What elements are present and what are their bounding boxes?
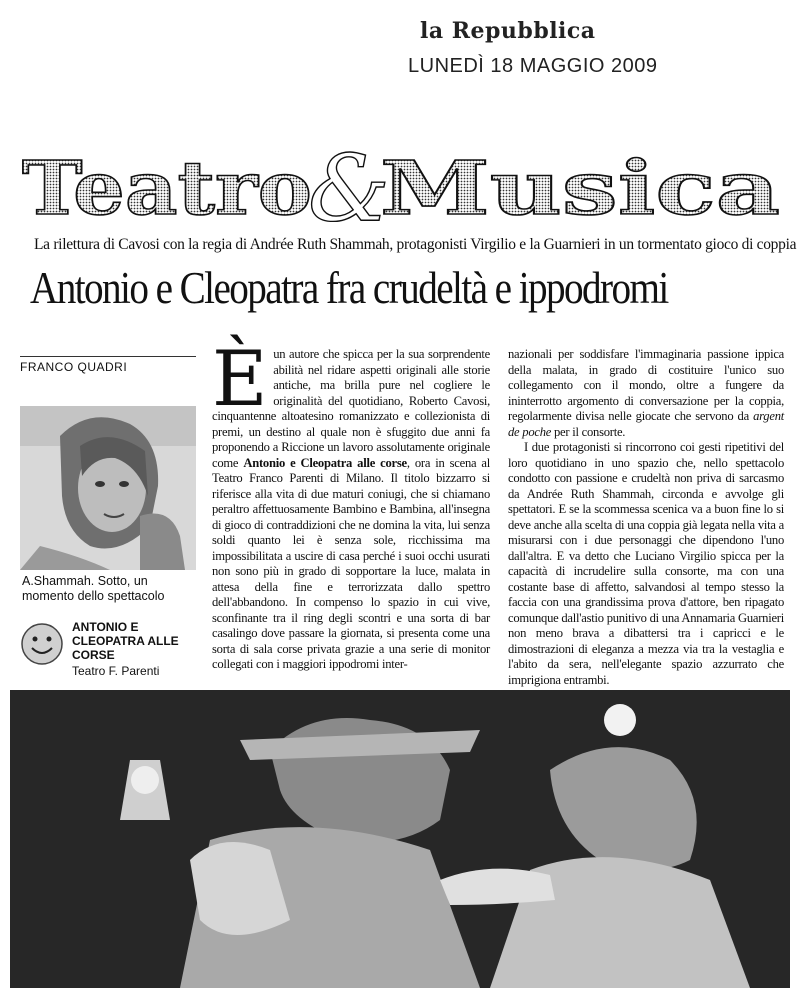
stage-photo xyxy=(10,690,790,988)
director-photo xyxy=(20,406,196,570)
drop-cap: È xyxy=(212,334,268,423)
photo-caption: A.Shammah. Sotto, un momento dello spettacolo xyxy=(22,574,165,603)
kicker: La rilettura di Cavosi con la regia di Andrée Ruth Shammah, protagonisti Virgilio e la Guarnieri in un tormentato gioco di coppia xyxy=(34,236,797,253)
show-title-inline: Antonio e Cleopatra alle corse xyxy=(243,455,407,470)
review-title: ANTONIO E CLEOPATRA ALLE CORSE xyxy=(72,620,179,662)
byline: FRANCO QUADRI xyxy=(20,356,196,374)
italic-phrase: argent de poche xyxy=(508,409,784,439)
article-paragraph: nazionali per soddisfare l'immaginaria passione ippica della malata, in grado di costituire l'unico suo collegamento con il mondo, oltre a fungere da ininterrotto argomento di conversazione per la coppia, regolarmente divisa nelle giocate che servono da argent de poche per il consorte. xyxy=(508,347,784,439)
publication-date: LUNEDÌ 18 MAGGIO 2009 xyxy=(408,55,658,77)
article-paragraph: un autore che spicca per la sua sorprendente abilità nel ridare aspetti originali alle storie antiche, ma brilla pure nel cogliere le originalità del quotidiano, Roberto Cavosi, cinquantenne altoatesino romanizzato e collezionista di premi, un destino al quale non è sfuggito due anni fa proponendo a Riccione un lavoro assolutamente originale come Antonio e Cleopatra alle corse, ora in scena al Teatro Franco Parenti di Milano. Il titolo bizzarro si riferisce alla vita di due maturi coniugi, che si chiamano peraltro affettuosamente Bambino e Bambina, all'insegna di gioco di contraddizioni che ne domina la vita, lui senza soldi quanto lei è senza sole, ricchissima ma impossibilitata a uscire di casa perché i suoi occhi usurati non sono più in grado di sopportare la luce, malata in attesa della fine e terrorizzata dallo spettro dell'abbandono. In compenso lo spazio in cui vive, sconfinante tra il ring degli scontri e una sorta di bar casalingo dove passare la giornata, si presenta come una sorta di sala corse privata grazie a una serie di monitor collegati con i maggiori ippodromi inter- xyxy=(212,347,490,671)
article-column-2 xyxy=(508,347,784,688)
review-venue: Teatro F. Parenti xyxy=(72,664,160,678)
section-header xyxy=(22,150,782,222)
newspaper-logo: la Repubblica xyxy=(420,18,596,44)
portrait-image xyxy=(20,406,196,570)
article-column-1 xyxy=(212,334,490,673)
smiley-rating-icon xyxy=(20,622,64,666)
review-box xyxy=(20,620,200,682)
stage-scene-image xyxy=(10,690,790,988)
section-label-musica: Musica xyxy=(380,150,780,222)
section-title-graphic xyxy=(22,150,782,222)
section-label-ampersand: & xyxy=(308,150,390,222)
section-label-teatro: Teatro xyxy=(22,150,312,222)
headline: Antonio e Cleopatra fra crudeltà e ippodromi xyxy=(30,263,668,313)
article-paragraph: I due protagonisti si rincorrono coi gesti ripetitivi del loro quotidiano in uno spazio che, nello spettacolo condotto con passione e crudeltà non priva di sarcasmo da Andrée Ruth Shammah, circonda e avvolge gli spettatori. E se la scommessa scenica va a buon fine lo si deve anche alla scelta di una coppia già legata nella vita a misurarsi con i due personaggi che dipendono l'uno dall'altra. E va detto che Luciano Virgilio spicca per la capacità di incrudelire sulla consorte, ma con una costante base di affetto, salvandosi al tempo stesso la faccia con una grandissima prova d'attore, ben ripagato comunque dall'astio punitivo di una Annamaria Guarnieri non meno brava a dibattersi tra i capricci e le dimostrazioni di eleganza a mezza via tra la vestaglia e l'abito da sera, nell'elegante spazio azzurrato che imprigiona entrambi. xyxy=(508,440,785,687)
